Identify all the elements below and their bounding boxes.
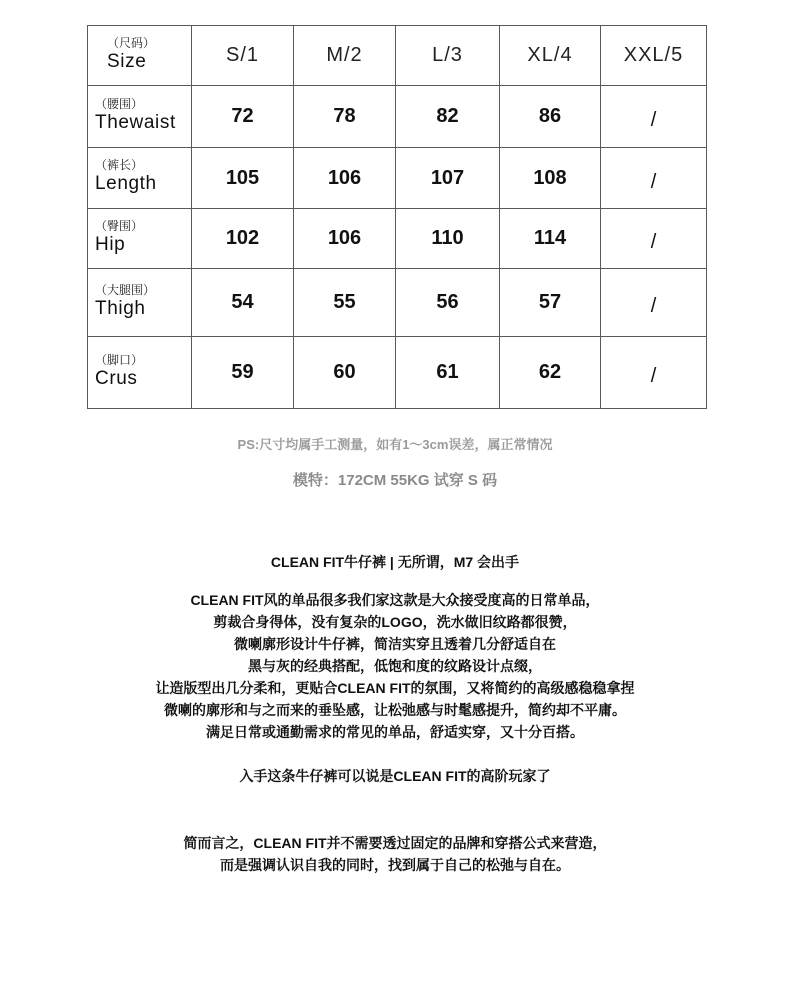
row-label-en: Thewaist bbox=[95, 111, 176, 133]
model-fit-note: 模特：172CM 55KG 试穿 S 码 bbox=[292, 472, 498, 489]
paragraph-line: CLEAN FIT风的单品很多我们家这款是大众接受度高的日常单品， bbox=[190, 592, 600, 608]
paragraph-line: 微喇廓形设计牛仔裤，简洁实穿且透着几分舒适自在 bbox=[234, 636, 556, 652]
row-label-cn: （大腿围） bbox=[95, 282, 156, 297]
measurement-value: 110 bbox=[396, 209, 500, 269]
row-label-en: Crus bbox=[95, 367, 138, 389]
measurement-value: 114 bbox=[500, 209, 601, 269]
measurement-value: 62 bbox=[500, 337, 601, 409]
measurement-value: 60 bbox=[294, 337, 396, 409]
paragraph-line: 剪裁合身得体，没有复杂的LOGO，洗水做旧纹路都很赞， bbox=[213, 614, 577, 630]
row-label-cn: （腰围） bbox=[95, 96, 144, 111]
size-label-cn: （尺码） bbox=[107, 35, 156, 50]
size-header-row bbox=[88, 26, 707, 86]
row-label-cell bbox=[88, 337, 192, 409]
measurement-value: 54 bbox=[192, 269, 294, 337]
paragraph-line: 微喇的廓形和与之而来的垂坠感，让松弛感与时髦感提升，简约却不平庸。 bbox=[164, 702, 626, 718]
row-label-cn: （脚口） bbox=[95, 352, 144, 367]
measurement-value: 56 bbox=[396, 269, 500, 337]
description-headline: CLEAN FIT牛仔裤 | 无所谓，M7 会出手 bbox=[270, 554, 520, 570]
size-column-header-xxl: XXL/5 bbox=[601, 26, 707, 86]
measurement-value: 106 bbox=[294, 209, 396, 269]
measurement-value: 108 bbox=[500, 148, 601, 209]
measurement-note: PS:尺寸均属手工测量，如有1～3cm误差，属正常情况 bbox=[237, 437, 553, 452]
thigh-row bbox=[88, 269, 707, 337]
measurement-value: 78 bbox=[294, 86, 396, 148]
measurement-value: / bbox=[601, 148, 707, 209]
measurement-value: 55 bbox=[294, 269, 396, 337]
row-label-en: Thigh bbox=[95, 297, 146, 319]
row-label-cn: （裤长） bbox=[95, 158, 144, 172]
paragraph-line: 黑与灰的经典搭配，低饱和度的纹路设计点缀， bbox=[248, 658, 542, 674]
row-label-cell bbox=[88, 148, 192, 209]
row-label-en: Hip bbox=[95, 233, 126, 255]
measurement-value: 105 bbox=[192, 148, 294, 209]
size-column-header-l: L/3 bbox=[396, 26, 500, 86]
measurement-value: / bbox=[601, 86, 707, 148]
measurement-value: 59 bbox=[192, 337, 294, 409]
measurement-value: 72 bbox=[192, 86, 294, 148]
description-paragraph-2 bbox=[0, 832, 790, 876]
measurement-value: / bbox=[601, 269, 707, 337]
measurement-value: 61 bbox=[396, 337, 500, 409]
row-label-cell bbox=[88, 86, 192, 148]
size-column-header-s: S/1 bbox=[192, 26, 294, 86]
row-label-cn: （臀围） bbox=[95, 218, 144, 233]
size-column-header-m: M/2 bbox=[294, 26, 396, 86]
row-label-en: Length bbox=[95, 173, 157, 194]
measurement-value: 102 bbox=[192, 209, 294, 269]
measurement-value: 57 bbox=[500, 269, 601, 337]
row-label-cell bbox=[88, 209, 192, 269]
size-chart-table bbox=[87, 25, 707, 409]
paragraph-line: 让造版型出几分柔和，更贴合CLEAN FIT的氛围，又将简约的高级感稳稳拿捏 bbox=[155, 680, 635, 696]
measurement-value: 107 bbox=[396, 148, 500, 209]
crus-row bbox=[88, 337, 707, 409]
waist-row bbox=[88, 86, 707, 148]
size-label-en: Size bbox=[107, 50, 147, 72]
measurement-value: / bbox=[601, 209, 707, 269]
size-label-cell bbox=[88, 26, 192, 86]
measurement-value: 82 bbox=[396, 86, 500, 148]
size-column-header-xl: XL/4 bbox=[500, 26, 601, 86]
measurement-value: / bbox=[601, 337, 707, 409]
measurement-value: 106 bbox=[294, 148, 396, 209]
paragraph-line: 满足日常或通勤需求的常见的单品，舒适实穿，又十分百搭。 bbox=[206, 724, 584, 740]
length-row bbox=[88, 148, 707, 209]
description-highlight: 入手这条牛仔裤可以说是CLEAN FIT的高阶玩家了 bbox=[239, 768, 551, 784]
paragraph-line: 而是强调认识自我的同时，找到属于自己的松弛与自在。 bbox=[220, 857, 570, 873]
hip-row bbox=[88, 209, 707, 269]
paragraph-line: 简而言之，CLEAN FIT并不需要透过固定的品牌和穿搭公式来营造， bbox=[183, 835, 607, 851]
measurement-value: 86 bbox=[500, 86, 601, 148]
row-label-cell bbox=[88, 269, 192, 337]
description-paragraph-1 bbox=[0, 589, 790, 743]
